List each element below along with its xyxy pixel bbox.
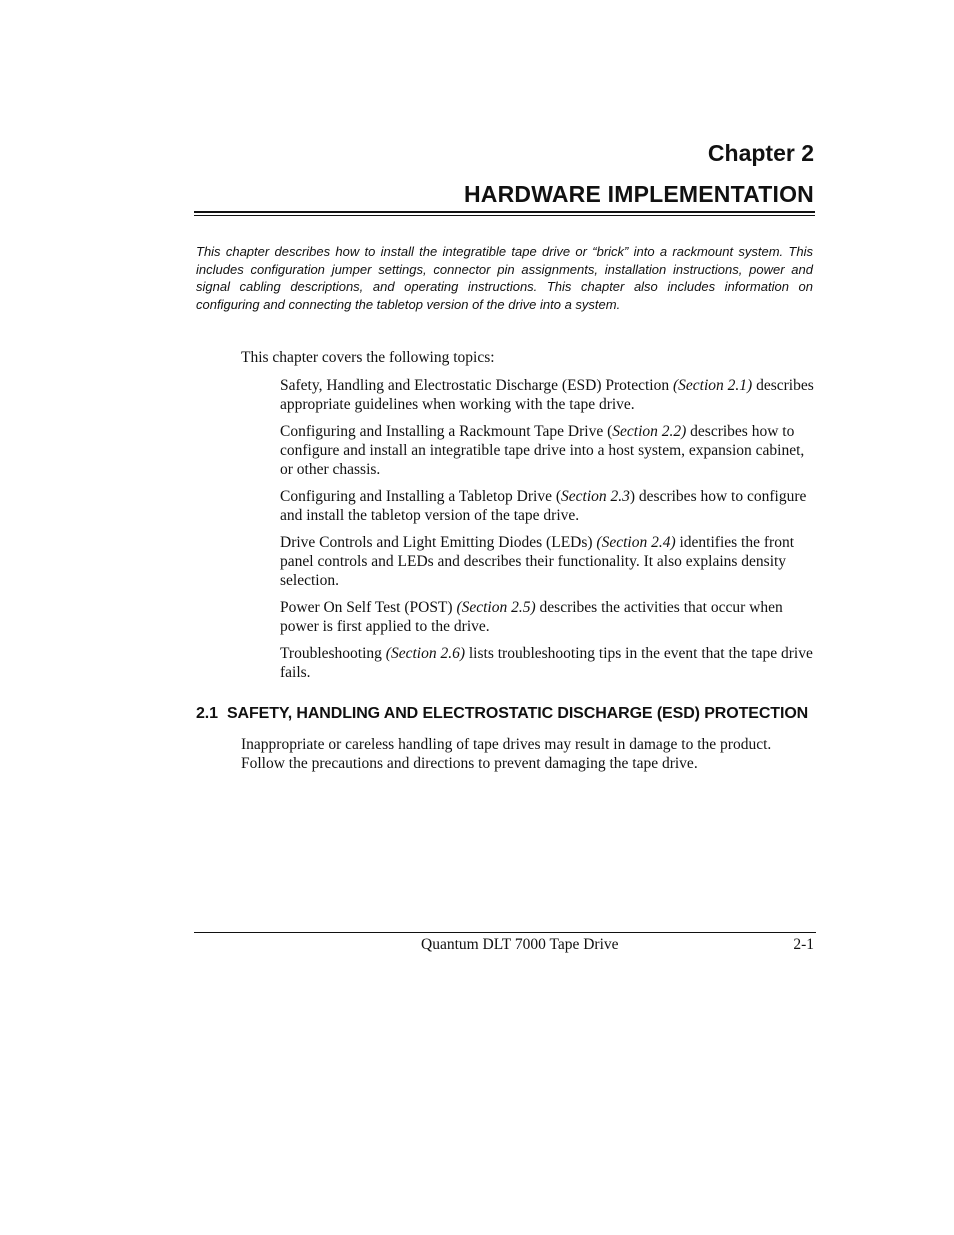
topics-intro: This chapter covers the following topics: [241, 349, 495, 366]
topic-item [280, 533, 814, 590]
footer-title: Quantum DLT 7000 Tape Drive [421, 936, 619, 953]
topic-section-ref: Section 2.2) [612, 423, 687, 440]
chapter-abstract: This chapter describes how to install the integratible tape drive or “brick” into a rackmount system. This includes configuration jumper settings, connector pin assignments, installation instructions, power and signal cabling descriptions, and operating instructions. This chapter also includes information on configuring and connecting the tabletop version of the drive into a system. [196, 244, 813, 312]
topic-description: lists troubleshooting tips in the event that the tape drive fails. [280, 645, 813, 681]
title-rule-thin [194, 215, 815, 216]
topic-name: Power On Self Test (POST) [280, 599, 457, 616]
topic-item [280, 598, 814, 636]
section-heading [196, 705, 808, 723]
topic-section-ref: (Section 2.6) [385, 645, 465, 662]
footer-rule [194, 932, 816, 933]
topic-name: Troubleshooting [280, 645, 386, 662]
topic-section-ref: (Section 2.4) [596, 534, 676, 551]
topic-description: describes the activities that occur when power is first applied to the drive. [280, 599, 783, 635]
title-rule-thick [194, 211, 815, 213]
page-number: 2-1 [793, 936, 814, 953]
topic-section-ref: Section 2.3 [561, 488, 630, 505]
section-title: SAFETY, HANDLING AND ELECTROSTATIC DISCHARGE (ESD) PROTECTION [226, 705, 809, 722]
topic-name: Configuring and Installing a Tabletop Drive ( [280, 488, 562, 505]
topic-description: describes appropriate guidelines when working with the tape drive. [280, 377, 814, 413]
topic-item [280, 644, 814, 682]
topic-item [280, 422, 814, 479]
section-body: Inappropriate or careless handling of tape drives may result in damage to the product. Follow the precautions and directions to prevent damaging the tape drive. [241, 736, 772, 772]
topic-section-ref: (Section 2.1) [673, 377, 753, 394]
topic-item [280, 487, 814, 525]
topic-description: identifies the front panel controls and LEDs and describes their functionality. It also explains density selection. [280, 534, 794, 589]
topic-name: Configuring and Installing a Rackmount Tape Drive ( [280, 423, 613, 440]
chapter-label: Chapter 2 [707, 140, 814, 166]
section-number: 2.1 [196, 705, 218, 722]
topic-description: ) describes how to configure and install the tabletop version of the tape drive. [280, 488, 807, 524]
topic-description: describes how to configure and install an integratible tape drive into a host system, expansion cabinet, or other chassis. [280, 423, 805, 478]
topics-list [280, 376, 814, 690]
chapter-title: HARDWARE IMPLEMENTATION [463, 181, 814, 207]
topic-name: Safety, Handling and Electrostatic Discharge (ESD) Protection [280, 377, 673, 394]
topic-item [280, 376, 814, 414]
topic-name: Drive Controls and Light Emitting Diodes (LEDs) [280, 534, 597, 551]
topic-section-ref: (Section 2.5) [456, 599, 536, 616]
